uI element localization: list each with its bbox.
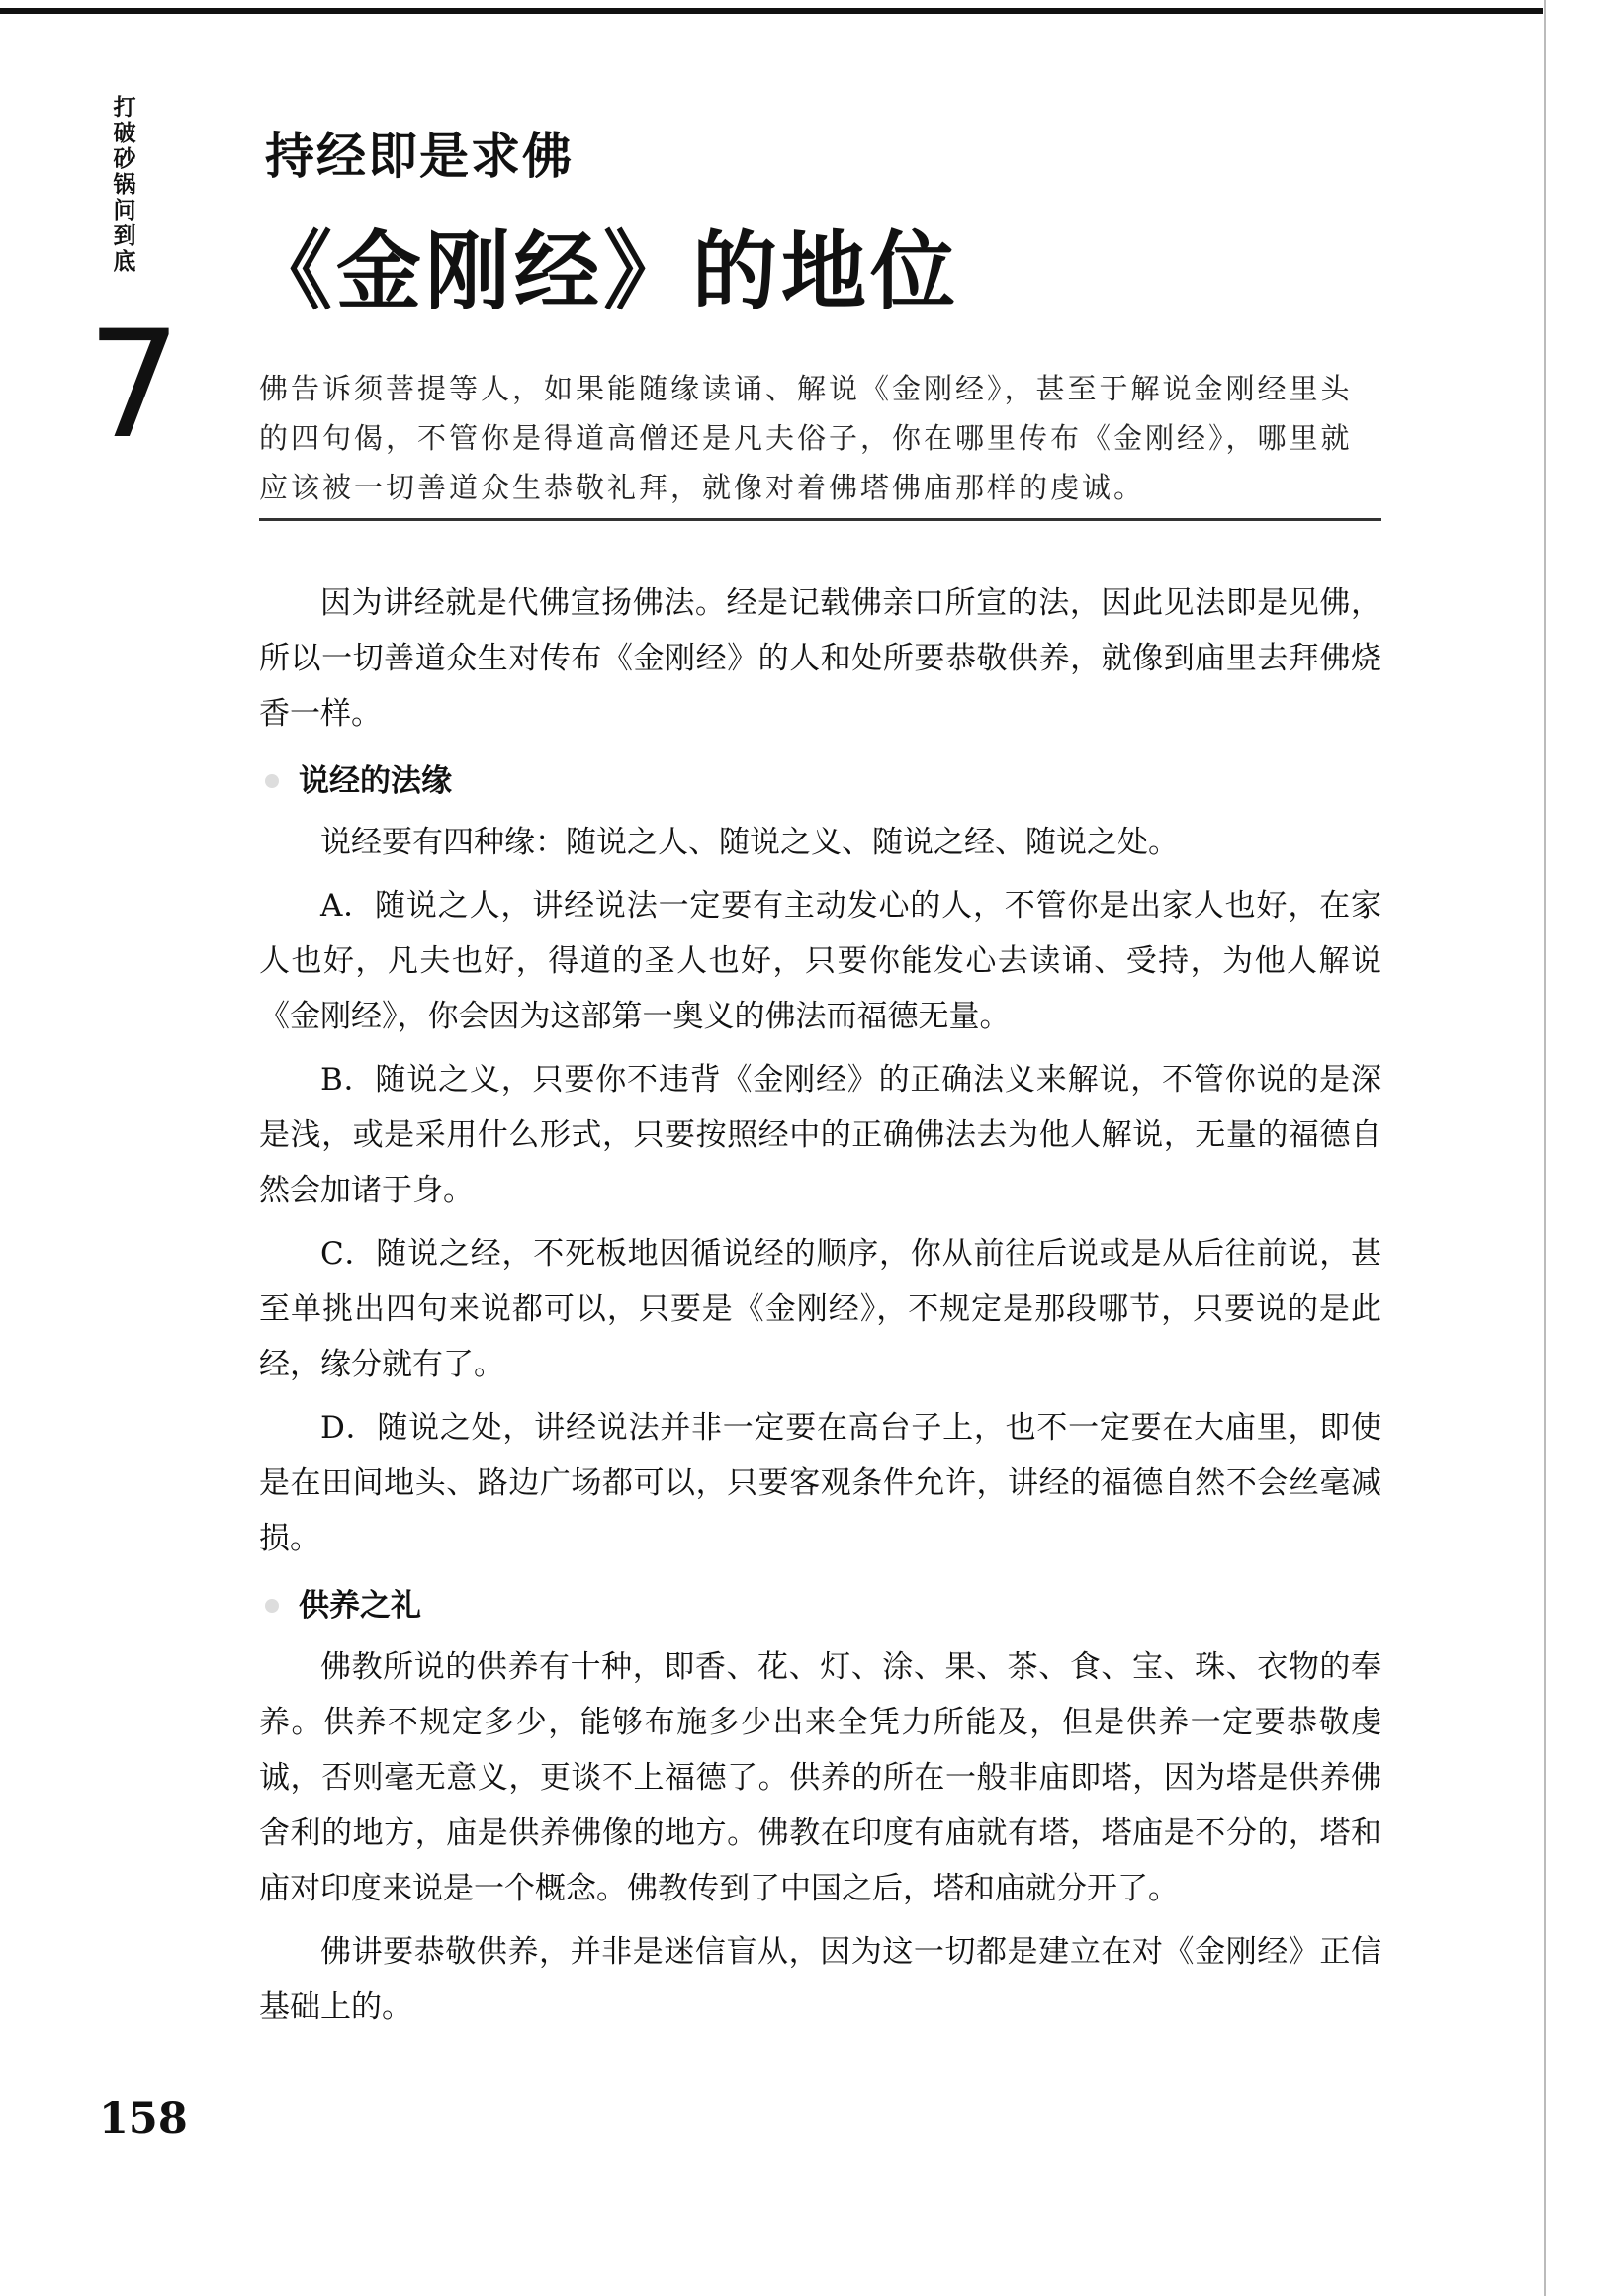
paragraph: D．随说之处，讲经说法并非一定要在高台子上，也不一定要在大庙里，即使是在田间地头、路边广场都可以，只要客观条件允许，讲经的福德自然不会丝毫减损。 — [259, 1410, 1381, 1556]
paragraph: C．随说之经，不死板地因循说经的顺序，你从前往后说或是从后往前说，甚至单挑出四句来说都可以，只要是《金刚经》，不规定是那段哪节，只要说的是此经，缘分就有了。 — [259, 1236, 1381, 1382]
chapter-subtitle: 持经即是求佛 — [265, 127, 574, 185]
page-edge — [1544, 0, 1546, 2296]
main-body — [259, 575, 1381, 2043]
chapter-number: 7 — [87, 300, 182, 472]
paragraph: A．随说之人，讲经说法一定要有主动发心的人，不管你是出家人也好，在家人也好，凡夫也好，得道的圣人也好，只要你能发心去读诵、受持，为他人解说《金刚经》，你会因为这部第一奥义的佛法而福德无量。 — [259, 888, 1381, 1034]
page-number: 158 — [99, 2094, 188, 2144]
section-heading-text: 说经的法缘 — [299, 763, 452, 799]
bullet-icon — [265, 774, 279, 788]
paragraph: 说经要有四种缘：随说之人、随说之义、随说之经、随说之处。 — [320, 825, 1179, 860]
section-heading — [259, 753, 1381, 809]
running-title: 打破砂锅问到底 — [113, 95, 136, 275]
chapter-title: 《金刚经》的地位 — [247, 222, 959, 321]
intro-paragraph: 因为讲经就是代佛宣扬佛法。经是记载佛亲口所宣的法，因此见法即是见佛，所以一切善道众生对传布《金刚经》的人和处所要恭敬供养，就像到庙里去拜佛烧香一样。 — [259, 585, 1381, 732]
top-rule — [0, 8, 1543, 14]
paragraph: 佛讲要恭敬供养，并非是迷信盲从，因为这一切都是建立在对《金刚经》正信基础上的。 — [259, 1934, 1381, 2025]
paragraph: B．随说之义，只要你不违背《金刚经》的正确法义来解说，不管你说的是深是浅，或是采用什么形式，只要按照经中的正确佛法去为他人解说，无量的福德自然会加诸于身。 — [259, 1062, 1381, 1208]
section-heading — [259, 1578, 1381, 1634]
paragraph: 佛教所说的供养有十种，即香、花、灯、涂、果、茶、食、宝、珠、衣物的奉养。供养不规定多少，能够布施多少出来全凭力所能及，但是供养一定要恭敬虔诚，否则毫无意义，更谈不上福德了。供养的所在一般非庙即塔，因为塔是供养佛舍利的地方，庙是供养佛像的地方。佛教在印度有庙就有塔，塔庙是不分的，塔和庙对印度来说是一个概念。佛教传到了中国之后，塔和庙就分开了。 — [259, 1649, 1381, 1906]
bullet-icon — [265, 1599, 279, 1613]
section-heading-text: 供养之礼 — [299, 1588, 421, 1624]
abstract-divider — [259, 518, 1381, 521]
chapter-abstract: 佛告诉须菩提等人，如果能随缘读诵、解说《金刚经》，甚至于解说金刚经里头的四句偈，不管你是得道高僧还是凡夫俗子，你在哪里传布《金刚经》，哪里就应该被一切善道众生恭敬礼拜，就像对着佛塔佛庙那样的虔诚。 — [259, 372, 1353, 504]
